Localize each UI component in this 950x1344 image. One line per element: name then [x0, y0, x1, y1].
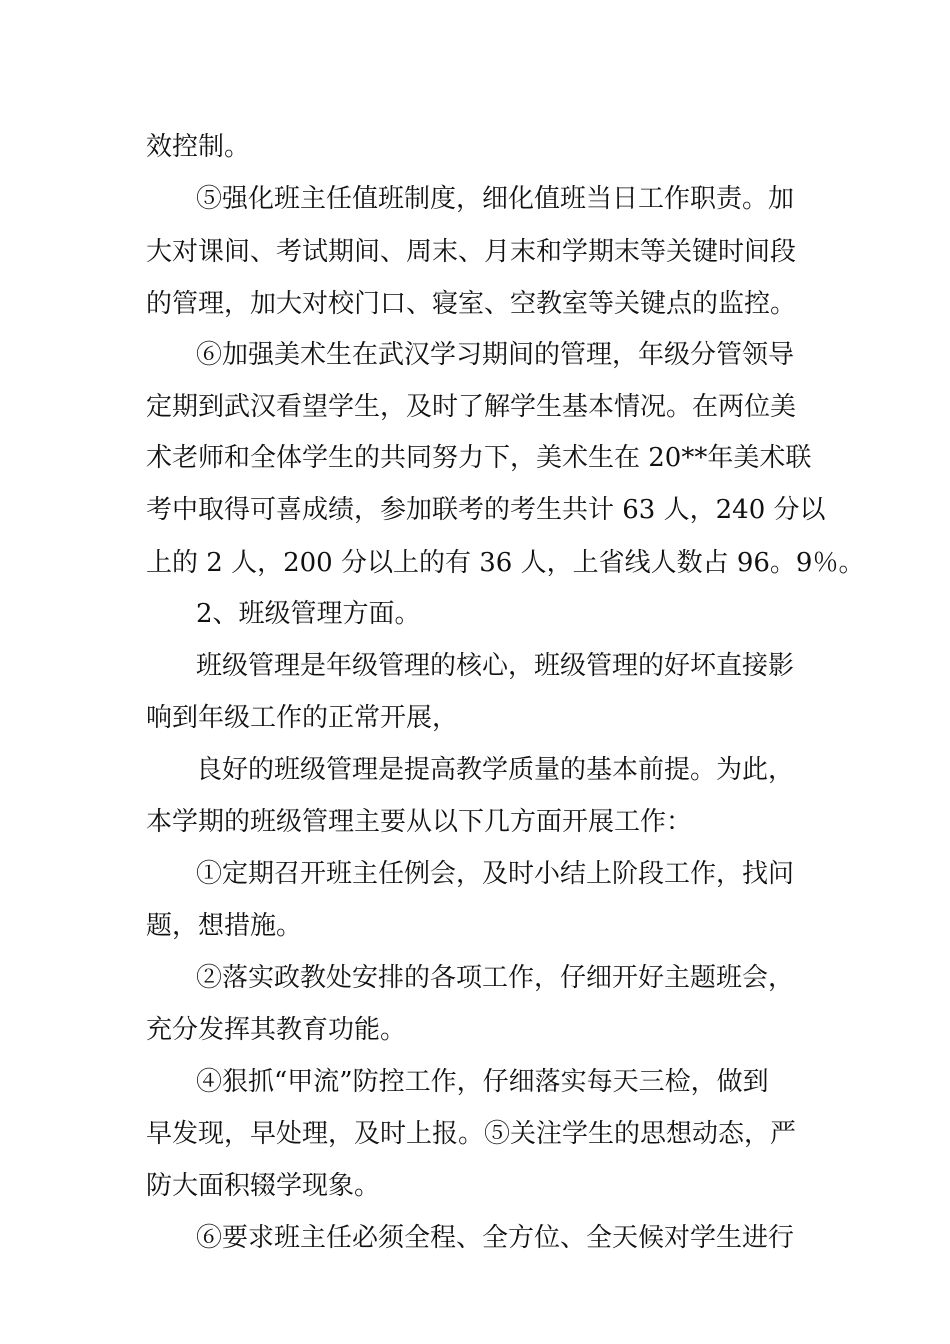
text-line: 大对课间、考试期间、周末、月末和学期末等关键时间段 — [146, 237, 797, 267]
text-line: 上的 2 人，200 分以上的有 36 人，上省线人数占 96。9％。 — [146, 548, 865, 578]
paragraph-line: ①定期召开班主任例会，及时小结上阶段工作，找问 — [196, 859, 795, 889]
paragraph-line: 班级管理是年级管理的核心，班级管理的好坏直接影 — [196, 651, 795, 681]
text-line: 效控制。 — [146, 132, 251, 162]
paragraph-line: ⑥要求班主任必须全程、全方位、全天候对学生进行 — [196, 1223, 795, 1253]
text-line: 本学期的班级管理主要从以下几方面开展工作： — [146, 807, 693, 837]
text-line: 防大面积辍学现象。 — [146, 1171, 381, 1201]
text-line: 的管理，加大对校门口、寝室、空教室等关键点的监控。 — [146, 289, 797, 319]
text-line: 充分发挥其教育功能。 — [146, 1015, 407, 1045]
paragraph-line: ⑥加强美术生在武汉学习期间的管理，年级分管领导 — [196, 340, 795, 370]
text-line: 术老师和全体学生的共同努力下，美术生在 20**年美术联 — [146, 443, 812, 473]
paragraph-line: 良好的班级管理是提高教学质量的基本前提。为此， — [196, 755, 795, 785]
paragraph-line: ⑤强化班主任值班制度，细化值班当日工作职责。加 — [196, 184, 795, 214]
paragraph-line: ④狠抓“甲流”防控工作，仔细落实每天三检，做到 — [196, 1067, 769, 1097]
text-line: 考中取得可喜成绩，参加联考的考生共计 63 人，240 分以 — [146, 495, 826, 525]
text-line: 早发现，早处理，及时上报。⑤关注学生的思想动态，严 — [146, 1119, 797, 1149]
section-heading: 2、班级管理方面。 — [196, 599, 421, 629]
text-line: 定期到武汉看望学生，及时了解学生基本情况。在两位美 — [146, 392, 797, 422]
text-line: 题，想措施。 — [146, 911, 303, 941]
text-line: 响到年级工作的正常开展， — [146, 703, 459, 733]
paragraph-line: ②落实政教处安排的各项工作，仔细开好主题班会， — [196, 963, 795, 993]
